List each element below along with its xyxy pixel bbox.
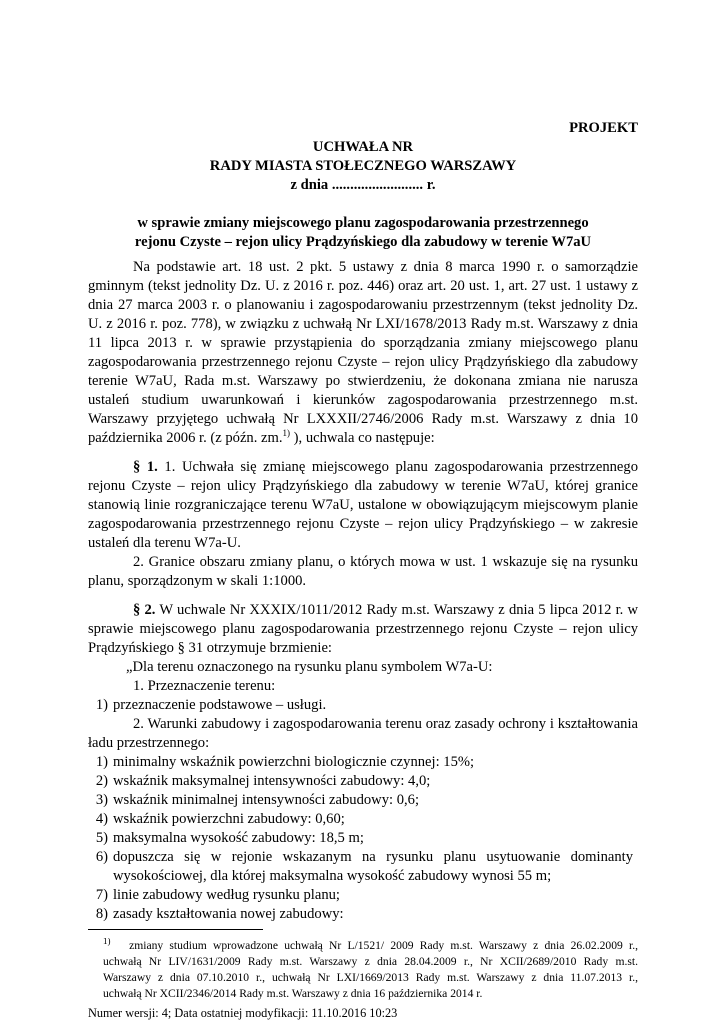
preamble-line: U. z 2016 r. poz. 778), w związku z uchwałą Nr LXI/1678/2013 Rady m.st. Warszawy z dnia [88,316,638,332]
preamble-line: ustaleń studium uwarunkowań i kierunków zagospodarowania przestrzennego m.st. [88,392,638,408]
preamble-line: zagospodarowania przestrzennego rejonu Czyste – rejon ulicy Prądzyńskiego dla zabudowy [88,354,638,370]
section-2-line: Prądzyńskiego § 31 otrzymuje brzmienie: [88,640,332,656]
section-2-line: 1. Przeznaczenie terenu: [133,678,276,694]
section-2-line: 2. Warunki zabudowy i zagospodarowania terenu oraz zasady ochrony i kształtowania [133,716,638,732]
subject-line-2: rejonu Czyste – rejon ulicy Prądzyńskiego dla zabudowy w terenie W7aU [134,234,592,250]
council-name: RADY MIASTA STOŁECZNEGO WARSZAWY [209,158,517,174]
section-2-mark: § 2. [133,602,156,618]
footnote-line: $^{1)}$ zmiany studium wprowadzone uchwałą Nr L/1521/ 2009 Rady m.st. Warszawy z dnia 26.02.2009 r., [103,938,638,952]
section-2-line: „Dla terenu oznaczonego na rysunku planu symbolem W7a-U: [126,659,493,675]
list-item: 2) wskaźnik maksymalnej intensywności zabudowy: 4,0; [95,773,431,789]
preamble-line: terenie W7aU, Rada m.st. Warszawy po stwierdzeniu, że dokonana zmiana nie narusza [88,373,638,389]
list-item-continuation: wysokościowej, dla której maksymalna wysokość zabudowy wynosi 55 m; [113,868,552,884]
preamble-line: gminnym (tekst jednolity Dz. U. z 2016 r. poz. 446) oraz art. 20 ust. 1, art. 27 ust. 1 ustawy z [88,278,638,294]
preamble-last-line: października 2006 r. (z późn. zm.$^{1)}$ ), uchwala co następuje: [88,428,435,446]
list-item: 5) maksymalna wysokość zabudowy: 18,5 m; [95,830,364,846]
footnote-mark: 1) [103,938,111,947]
preamble-line: dnia 27 marca 2003 r. o planowaniu i zagospodarowaniu przestrzennym (tekst jednolity Dz. [88,297,638,313]
footnote-line: Warszawy z dnia 07.10.2010 r., uchwałą Nr LXI/1669/2013 Rady m.st. Warszawy z dnia 11.07.2013 r., [103,971,638,984]
section-2-line: ładu przestrzennego: [88,735,210,751]
footnote-separator [88,929,263,930]
list-item: 8) zasady kształtowania nowej zabudowy: [95,906,344,922]
section-1-line: planu, sporządzonym w skali 1:1000. [88,573,307,589]
preamble-line: Warszawy przyjętego uchwałą Nr LXXXII/2746/2006 Rady m.st. Warszawy z dnia 10 [88,411,638,427]
list-item: 6) dopuszcza się w rejonie wskazanym na rysunku planu usytuowanie dominanty [95,849,633,865]
list-item: 1) przeznaczenie podstawowe – usługi. [95,697,327,713]
subject-line-1: w sprawie zmiany miejscowego planu zagospodarowania przestrzennego [137,215,589,231]
section-1-line: ustaleń dla terenu W7a-U. [88,535,241,551]
section-1-first-line: § 1. 1. Uchwała się zmianę miejscowego planu zagospodarowania przestrzennego [133,459,638,475]
section-2-line: sprawie miejscowego planu zagospodarowania przestrzennego rejonu Czyste – rejon ulicy [88,621,638,637]
list-item: 3) wskaźnik minimalnej intensywności zabudowy: 0,6; [95,792,420,808]
footnote-line: uchwałą Nr LIV/1631/2009 Rady m.st. Warszawy z dnia 28.04.2009 r., Nr XCII/2689/2010 Rady m.st. [103,955,638,968]
section-2-first-line: § 2. W uchwale Nr XXXIX/1011/2012 Rady m.st. Warszawy z dnia 5 lipca 2012 r. w [133,602,638,618]
project-label: PROJEKT [569,120,638,136]
section-1-line: 2. Granice obszaru zmiany planu, o których mowa w ust. 1 wskazuje się na rysunku [133,554,638,570]
section-1-line: rejonu Czyste – rejon ulicy Prądzyńskiego dla zabudowy w terenie W7aU, której granice [88,478,638,494]
list-item: 4) wskaźnik powierzchni zabudowy: 0,60; [95,811,345,827]
footnote-line: uchwałą Nr XCII/2346/2014 Rady m.st. Warszawy z dnia 16 października 2014 r. [103,987,483,1000]
version-footer: Numer wersji: 4; Data ostatniej modyfikacji: 11.10.2016 10:23 [88,1006,398,1020]
footnote-ref: 1) [282,428,291,439]
list-item: 7) linie zabudowy według rysunku planu; [95,887,340,903]
section-1-mark: § 1. [133,459,158,475]
preamble-line: 11 lipca 2013 r. w sprawie przystąpienia do sporządzania zmiany miejscowego planu [88,335,638,351]
list-item: 1) minimalny wskaźnik powierzchni biologicznie czynnej: 15%; [95,754,475,770]
resolution-date: z dnia ......................... r. [290,177,436,193]
section-1-line: zagospodarowania przestrzennego rejonu Czyste – rejon ulicy Prądzyńskiego – w zakresie [88,516,638,532]
section-1-line: stanowią linie rozgraniczające terenu W7aU, ustalone w obowiązującym miejscowym planie [88,497,638,513]
preamble-line: Na podstawie art. 18 ust. 2 pkt. 5 ustawy z dnia 8 marca 1990 r. o samorządzie [133,259,638,275]
resolution-title: UCHWAŁA NR [312,139,414,155]
